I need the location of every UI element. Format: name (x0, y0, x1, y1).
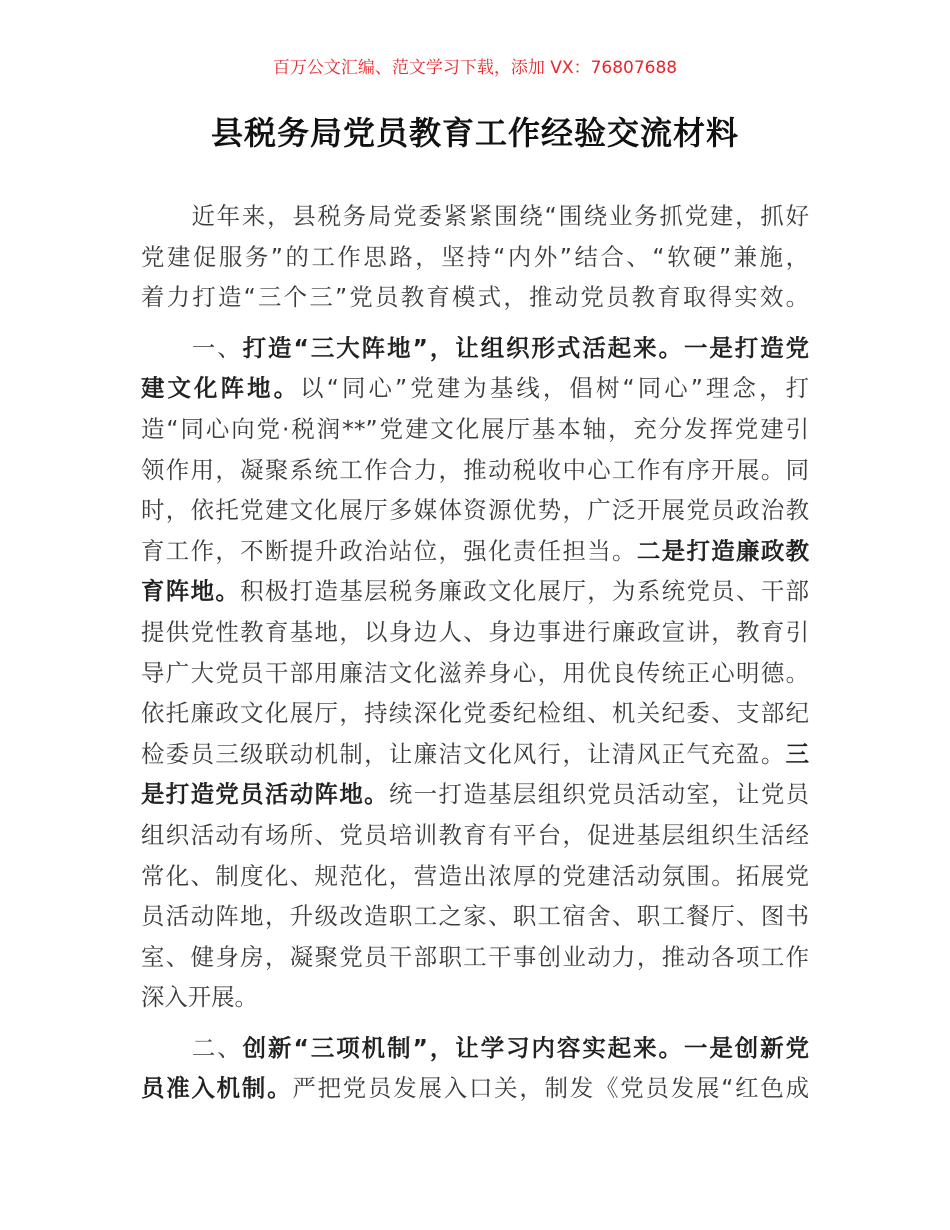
text-line (141, 1028, 809, 1069)
bold-text: 是打造党员活动阵地。 (141, 780, 389, 809)
text-line (141, 196, 809, 237)
text-line (141, 774, 809, 815)
body-text: 一、 (141, 333, 243, 362)
bold-text: 建文化阵地。 (141, 374, 301, 403)
text-line (141, 368, 809, 409)
body-text: 造“同心向党·税润**”党建文化展厅基本轴，充分发挥党建引 (141, 414, 809, 443)
body-text: 依托廉政文化展厅，持续深化党委纪检组、机关纪委、支部纪 (141, 699, 809, 728)
text-line (141, 856, 809, 897)
body-text: 近年来，县税务局党委紧紧围绕“围绕业务抓党建，抓好 (141, 202, 809, 230)
body-text: 党建促服务”的工作思路，坚持“内外”结合、“软硬”兼施， (141, 242, 809, 271)
body-text: 深入开展。 (141, 983, 258, 1012)
body-text: 二、 (141, 1033, 243, 1062)
body-text: 室、健身房，凝聚党员干部职工干事创业动力，推动各项工作 (141, 942, 809, 971)
text-line (141, 612, 809, 653)
paragraph (141, 196, 809, 318)
body-text: 组织活动有场所、党员培训教育有平台，促进基层组织生活经 (141, 820, 809, 849)
bold-text: 打造“三大阵地”，让组织形式活起来。一是打造党 (242, 333, 809, 362)
body-text: 常化、制度化、规范化，营造出浓厚的党建活动氛围。拓展党 (141, 861, 809, 890)
text-line (141, 977, 809, 1018)
text-line (141, 1068, 809, 1109)
document-body (141, 196, 809, 1119)
body-text: 育工作，不断提升政治站位，强化责任担当。 (141, 536, 637, 565)
text-line (141, 450, 809, 491)
bold-text: 创新“三项机制”，让学习内容实起来。一是创新党 (242, 1033, 809, 1062)
paragraph (141, 328, 809, 1018)
bold-text: 二是打造廉政教 (636, 536, 810, 565)
text-line (141, 409, 809, 450)
text-line (141, 277, 809, 318)
text-line (141, 815, 809, 856)
text-line (141, 531, 809, 572)
paragraph (141, 1028, 809, 1109)
body-text: 提供党性教育基地，以身边人、身边事进行廉政宣讲，教育引 (141, 617, 809, 646)
text-line (141, 490, 809, 531)
bold-text: 三 (785, 739, 809, 768)
text-line (141, 693, 809, 734)
body-text: 统一打造基层组织党员活动室，让党员 (388, 780, 810, 809)
body-text: 员活动阵地，升级改造职工之家、职工宿舍、职工餐厅、图书 (141, 902, 809, 931)
body-text: 导广大党员干部用廉洁文化滋养身心，用优良传统正心明德。 (141, 658, 809, 687)
text-line (141, 734, 809, 775)
text-line (141, 237, 809, 278)
body-text: 领作用，凝聚系统工作合力，推动税收中心工作有序开展。同 (141, 455, 809, 484)
text-line (141, 653, 809, 694)
bold-text: 育阵地。 (141, 577, 241, 606)
body-text: 时，依托党建文化展厅多媒体资源优势，广泛开展党员政治教 (141, 496, 809, 525)
document-title: 县税务局党员教育工作经验交流材料 (210, 114, 739, 152)
body-text: 以“同心”党建为基线，倡树“同心”理念，打 (300, 374, 809, 403)
text-line (141, 571, 809, 612)
text-line (141, 896, 809, 937)
body-text: 积极打造基层税务廉政文化展厅，为系统党员、干部 (240, 577, 809, 606)
text-line (141, 328, 809, 369)
watermark-banner: 百万公文汇编、范文学习下载，添加 VX：76807688 (272, 58, 678, 78)
body-text: 检委员三级联动机制，让廉洁文化风行，让清风正气充盈。 (141, 739, 786, 768)
text-line (141, 937, 809, 978)
body-text: 着力打造“三个三”党员教育模式，推动党员教育取得实效。 (141, 283, 809, 312)
body-text: 严把党员发展入口关，制发《党员发展“红色成 (292, 1074, 809, 1103)
bold-text: 员准入机制。 (141, 1074, 293, 1103)
